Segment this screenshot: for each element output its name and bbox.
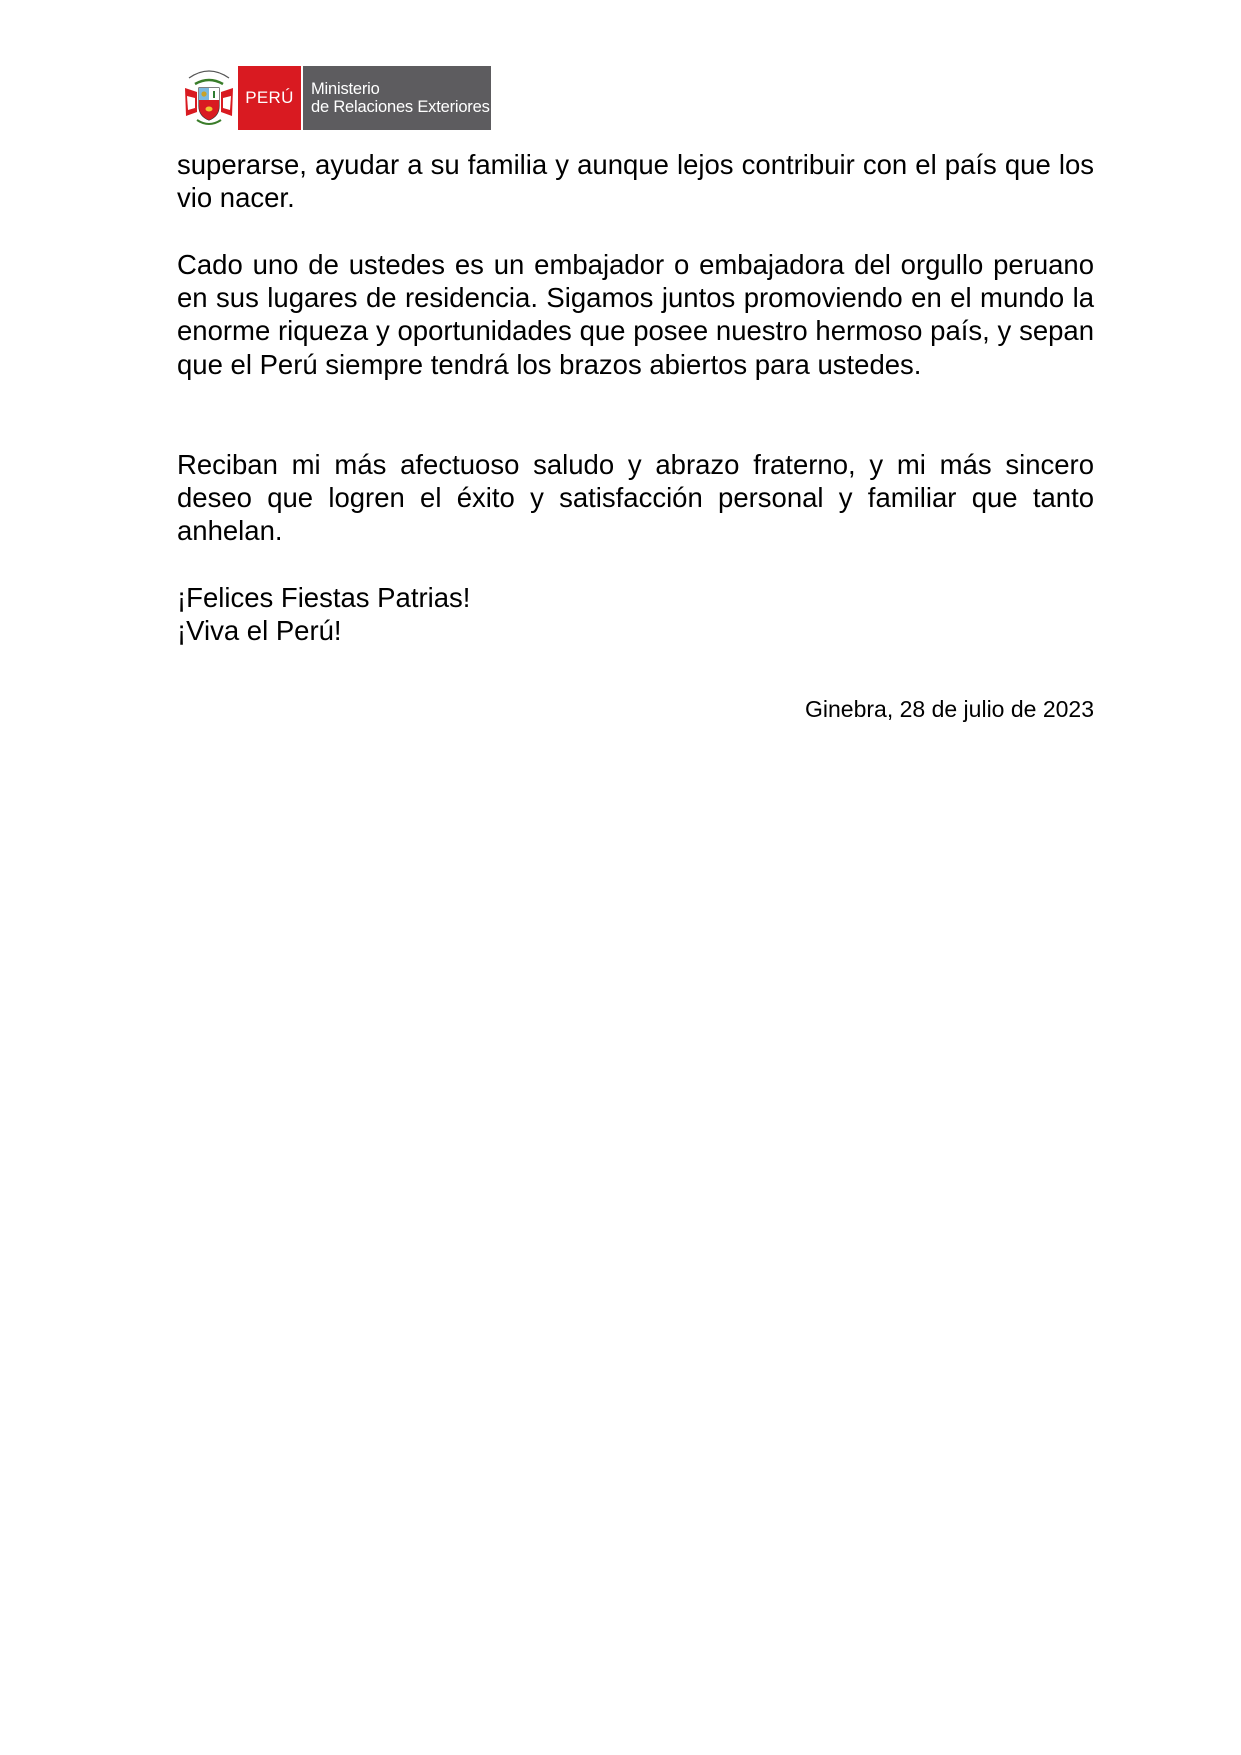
ministry-name-line-1: Ministerio <box>311 80 380 98</box>
paragraph-2: Cado uno de ustedes es un embajador o embajadora del orgullo peruano en sus lugares de residencia. Sigamos juntos promoviendo en el mundo la enorme riqueza y oportunidades que posee nuestro hermoso país, y sepan que el Perú siempre tendrá los brazos abiertos para ustedes. <box>177 249 1094 380</box>
coat-of-arms-icon <box>183 66 235 130</box>
closing-line-1: ¡Felices Fiestas Patrias! <box>177 582 471 613</box>
paragraph-1: superarse, ayudar a su familia y aunque lejos contribuir con el país que los vio nacer. <box>177 149 1094 214</box>
ministry-name-line-2: de Relaciones Exteriores <box>311 98 490 116</box>
ministry-logo <box>183 66 491 130</box>
ministry-name <box>303 66 491 130</box>
closing-line-2: ¡Viva el Perú! <box>177 615 342 647</box>
closing-lines <box>177 581 1094 647</box>
peru-label: PERÚ <box>238 66 303 130</box>
place-and-date: Ginebra, 28 de julio de 2023 <box>805 696 1094 722</box>
paragraph-3: Reciban mi más afectuoso saludo y abrazo fraterno, y mi más sincero deseo que logren el éxito y satisfacción personal y familiar que tanto anhelan. <box>177 449 1094 547</box>
